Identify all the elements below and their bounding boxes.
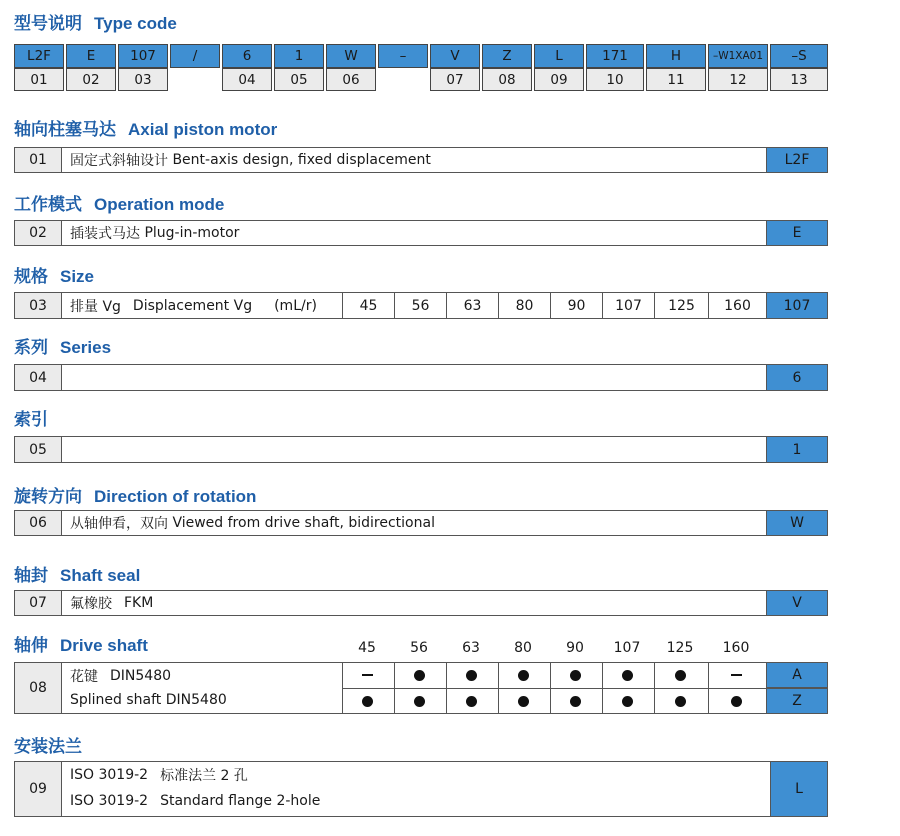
section-03-heading <box>14 267 94 287</box>
section-04-number: 04 <box>14 364 62 391</box>
unavailable-dash-icon <box>731 674 742 676</box>
available-dot-icon <box>466 696 477 707</box>
section-02-code: E <box>766 220 828 246</box>
desc-cn: 花键 <box>70 669 98 685</box>
section-05-code: 1 <box>766 436 828 463</box>
shaft-z-size-160 <box>707 688 765 714</box>
shaft-a-size-45 <box>341 662 393 688</box>
section-01-code: L2F <box>766 147 828 173</box>
shaft-a-size-63 <box>445 662 497 688</box>
available-dot-icon <box>518 696 529 707</box>
section-06-description <box>70 510 435 536</box>
section-06-code: W <box>766 510 828 536</box>
shaft-a-size-56 <box>393 662 445 688</box>
section-04-code: 6 <box>766 364 828 391</box>
heading-cn: 安装法兰 <box>14 737 82 756</box>
shaft-z-size-90 <box>549 688 601 714</box>
section-05-heading <box>14 410 48 430</box>
available-dot-icon <box>362 696 373 707</box>
desc-en: Viewed from drive shaft, bidirectional <box>172 515 435 531</box>
num-cell-04: 04 <box>222 68 272 91</box>
code-cell-03: 107 <box>118 44 168 68</box>
available-dot-icon <box>518 670 529 681</box>
section-09-number: 09 <box>14 761 62 817</box>
shaft-z-size-45 <box>341 688 393 714</box>
shaft-a-size-80 <box>497 662 549 688</box>
available-dot-icon <box>570 670 581 681</box>
num-cell-02: 02 <box>66 68 116 91</box>
shaft-z-size-56 <box>393 688 445 714</box>
code-cell-13: –S <box>770 44 828 68</box>
code-cell-slash: / <box>170 44 220 68</box>
num-cell-12: 12 <box>708 68 768 91</box>
heading-cn: 轴封 <box>14 566 48 585</box>
num-cell-03: 03 <box>118 68 168 91</box>
code-cell-08: Z <box>482 44 532 68</box>
size-cell-107: 107 <box>602 293 654 318</box>
shaft-z-size-80 <box>497 688 549 714</box>
unavailable-dash-icon <box>362 674 373 676</box>
available-dot-icon <box>731 696 742 707</box>
shaft-size-header-80: 80 <box>514 640 532 656</box>
desc-en: DIN5480 <box>110 668 172 684</box>
heading-cn: 规格 <box>14 267 48 286</box>
section-08-number: 08 <box>14 662 62 714</box>
section-05-row <box>14 436 828 463</box>
shaft-a-size-107 <box>601 662 653 688</box>
section-06-number: 06 <box>14 510 62 536</box>
heading-cn: 旋转方向 <box>14 487 82 506</box>
heading-en: Type code <box>94 14 177 33</box>
desc-en: Plug-in-motor <box>144 225 240 241</box>
size-cell-63: 63 <box>446 293 498 318</box>
desc-cn: 排量 Vg <box>70 298 121 315</box>
shaft-size-header-160: 160 <box>722 640 750 656</box>
type-code-heading <box>14 14 177 34</box>
section-03-number: 03 <box>14 292 62 319</box>
code-cell-dash: – <box>378 44 428 68</box>
section-08-row1-description <box>70 664 171 688</box>
shaft-size-header-125: 125 <box>666 640 694 656</box>
heading-cn: 索引 <box>14 410 48 429</box>
section-06-heading <box>14 487 256 507</box>
size-cell-125: 125 <box>654 293 708 318</box>
size-cell-90: 90 <box>550 293 602 318</box>
heading-en: Series <box>60 338 112 357</box>
shaft-size-header-107: 107 <box>613 640 641 656</box>
desc-cn: 标准法兰 2 孔 <box>160 768 248 784</box>
section-07-heading <box>14 566 140 586</box>
num-cell-13: 13 <box>770 68 828 91</box>
section-09-line-1 <box>70 763 248 787</box>
available-dot-icon <box>675 670 686 681</box>
section-01-heading <box>14 120 277 140</box>
shaft-size-header-90: 90 <box>566 640 584 656</box>
section-09-code: L <box>770 761 828 817</box>
shaft-size-header-56: 56 <box>410 640 428 656</box>
shaft-z-size-107 <box>601 688 653 714</box>
heading-cn: 型号说明 <box>14 14 82 33</box>
section-07-code: V <box>766 590 828 616</box>
num-cell-09: 09 <box>534 68 584 91</box>
shaft-size-header-63: 63 <box>462 640 480 656</box>
code-cell-05: 1 <box>274 44 324 68</box>
num-cell-08: 08 <box>482 68 532 91</box>
section-02-description <box>70 220 239 246</box>
available-dot-icon <box>414 670 425 681</box>
available-dot-icon <box>414 696 425 707</box>
unit-label: (mL/r) <box>274 297 317 314</box>
available-dot-icon <box>675 696 686 707</box>
desc-en: Standard flange 2-hole <box>160 793 321 809</box>
desc-cn: 插装式马达 <box>70 226 140 242</box>
section-09-line-2 <box>70 789 320 813</box>
section-04-heading <box>14 338 111 358</box>
available-dot-icon <box>570 696 581 707</box>
shaft-a-size-125 <box>653 662 707 688</box>
num-cell-11: 11 <box>646 68 706 91</box>
num-cell-06: 06 <box>326 68 376 91</box>
section-02-heading <box>14 195 224 215</box>
section-07-number: 07 <box>14 590 62 616</box>
standard-label: ISO 3019-2 <box>70 793 149 809</box>
section-09-heading <box>14 737 82 757</box>
code-cell-02: E <box>66 44 116 68</box>
code-cell-01: L2F <box>14 44 64 68</box>
heading-en: Operation mode <box>94 195 225 214</box>
desc-en: Bent-axis design, fixed displacement <box>172 152 431 168</box>
code-cell-06: W <box>326 44 376 68</box>
section-05-number: 05 <box>14 436 62 463</box>
desc-cn: 固定式斜轴设计 <box>70 153 168 169</box>
desc-en: FKM <box>124 595 154 611</box>
available-dot-icon <box>622 670 633 681</box>
section-08-heading <box>14 636 148 656</box>
desc-cn: 从轴伸看，双向 <box>70 516 168 532</box>
desc-cn: 氟橡胶 <box>70 596 112 612</box>
section-03-code: 107 <box>766 292 828 319</box>
section-07-description <box>70 590 153 616</box>
code-cell-11: H <box>646 44 706 68</box>
num-cell-05: 05 <box>274 68 324 91</box>
section-01-description <box>70 147 431 173</box>
shaft-size-header-45: 45 <box>358 640 376 656</box>
size-cell-160: 160 <box>708 293 766 318</box>
heading-en: Axial piston motor <box>128 120 278 139</box>
section-03-description <box>70 292 317 319</box>
available-dot-icon <box>466 670 477 681</box>
size-cell-80: 80 <box>498 293 550 318</box>
shaft-z-size-63 <box>445 688 497 714</box>
shaft-z-size-125 <box>653 688 707 714</box>
standard-label: ISO 3019-2 <box>70 767 149 783</box>
num-cell-01: 01 <box>14 68 64 91</box>
code-cell-12: –W1XA01 <box>708 44 768 68</box>
section-04-row <box>14 364 828 391</box>
heading-cn: 轴向柱塞马达 <box>14 120 116 139</box>
code-cell-10: 171 <box>586 44 644 68</box>
section-08-row2-description: Splined shaft DIN5480 <box>70 692 227 708</box>
code-cell-07: V <box>430 44 480 68</box>
size-cell-56: 56 <box>394 293 446 318</box>
section-08-code-z: Z <box>766 688 828 714</box>
section-01-number: 01 <box>14 147 62 173</box>
section-08-code-a: A <box>766 662 828 688</box>
heading-cn: 系列 <box>14 338 48 357</box>
size-cell-45: 45 <box>342 293 394 318</box>
heading-en: Shaft seal <box>60 566 141 585</box>
heading-en: Direction of rotation <box>94 487 257 506</box>
shaft-a-size-90 <box>549 662 601 688</box>
shaft-a-size-160 <box>707 662 765 688</box>
available-dot-icon <box>622 696 633 707</box>
heading-en: Drive shaft <box>60 636 148 655</box>
heading-cn: 轴伸 <box>14 636 48 655</box>
num-cell-07: 07 <box>430 68 480 91</box>
code-cell-04: 6 <box>222 44 272 68</box>
desc-en: Displacement Vg <box>132 297 253 314</box>
section-02-number: 02 <box>14 220 62 246</box>
heading-cn: 工作模式 <box>14 195 82 214</box>
code-cell-09: L <box>534 44 584 68</box>
num-cell-10: 10 <box>586 68 644 91</box>
heading-en: Size <box>60 267 95 286</box>
